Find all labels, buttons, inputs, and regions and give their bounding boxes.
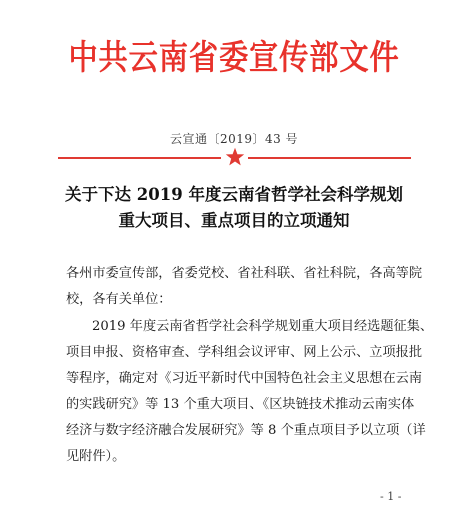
- masthead-title: 中共云南省委宣传部文件: [68, 38, 400, 78]
- body-line-3: 2019 年度云南省哲学社会科学规划重大项目经选题征集、: [92, 319, 434, 334]
- body-line-7: 经济与数字经济融合发展研究》等 8 个重点项目予以立项（详: [66, 423, 426, 438]
- body-line-8: 见附件）。: [66, 449, 126, 464]
- red-rule-left: [58, 157, 221, 159]
- document-number: 云宣通〔2019〕43 号: [169, 132, 299, 146]
- body-line-6: 的实践研究》等 13 个重大项目、《区块链技术推动云南实体: [66, 397, 415, 412]
- body-line-5: 等程序，确定对《习近平新时代中国特色社会主义思想在云南: [66, 371, 423, 386]
- notice-title-line-1: 关于下达 2019 年度云南省哲学社会科学规划: [65, 185, 403, 204]
- body-line-1: 各州市委宣传部，省委党校、省社科联、省社科院，各高等院: [66, 266, 423, 281]
- page-number: - 1 -: [380, 490, 402, 503]
- notice-title-line-2: 重大项目、重点项目的立项通知: [118, 211, 350, 230]
- red-rule-right: [248, 157, 411, 159]
- body-line-4: 项目申报、资格审查、学科组会议评审、网上公示、立项报批: [66, 345, 423, 360]
- body-line-2: 校，各有关单位：: [66, 292, 172, 307]
- red-star-icon: [225, 147, 245, 167]
